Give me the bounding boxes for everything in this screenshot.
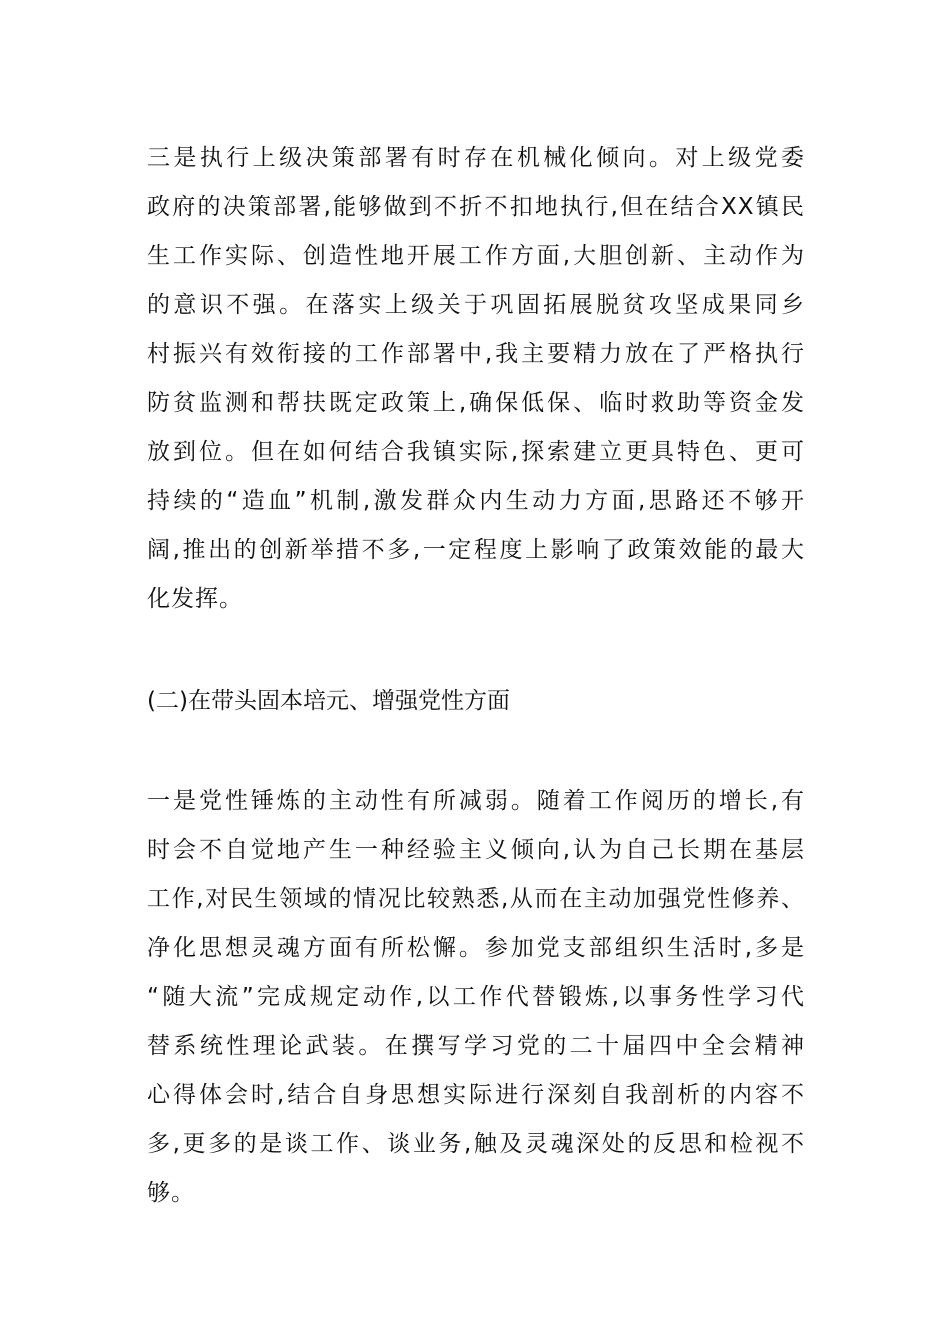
text-line: 政府的决策部署,能够做到不折不扣地执行,但在结合XX镇民 [147,194,805,220]
text-line: 放到位。但在如何结合我镇实际,探索建立更具特色、更可 [147,439,805,465]
document-page [147,134,805,1218]
text-line: “随大流”完成规定动作,以工作代替锻炼,以事务性学习代 [147,984,805,1010]
text-line: 的意识不强。在落实上级关于巩固拓展脱贫攻坚成果同乡 [147,292,805,318]
text-line: 心得体会时,结合自身思想实际进行深刻自我剖析的内容不 [147,1082,805,1108]
text-line: 时会不自觉地产生一种经验主义倾向,认为自己长期在基层 [147,837,805,863]
text-line: 净化思想灵魂方面有所松懈。参加党支部组织生活时,多是 [147,935,805,961]
text-line: 村振兴有效衔接的工作部署中,我主要精力放在了严格执行 [147,341,805,367]
text-line: 一是党性锤炼的主动性有所减弱。随着工作阅历的增长,有 [147,788,805,814]
text-line: 三是执行上级决策部署有时存在机械化倾向。对上级党委 [147,145,805,171]
text-line: 化发挥。 [147,586,243,612]
text-line: 多,更多的是谈工作、谈业务,触及灵魂深处的反思和检视不 [147,1131,805,1157]
text-line: 持续的“造血”机制,激发群众内生动力方面,思路还不够开 [147,488,805,514]
paragraph-execution-tendency [147,134,805,624]
text-line: 防贫监测和帮扶既定政策上,确保低保、临时救助等资金发 [147,390,805,416]
text-line: 生工作实际、创造性地开展工作方面,大胆创新、主动作为 [147,243,805,269]
text-line: 够。 [147,1180,195,1206]
text-line: 工作,对民生领域的情况比较熟悉,从而在主动加强党性修养、 [147,886,805,912]
text-line: 替系统性理论武装。在撰写学习党的二十届四中全会精神 [147,1033,805,1059]
text-line: 阔,推出的创新举措不多,一定程度上影响了政策效能的最大 [147,537,805,563]
section-heading: (二)在带头固本培元、增强党性方面 [147,688,510,714]
paragraph-party-spirit [147,777,805,1218]
